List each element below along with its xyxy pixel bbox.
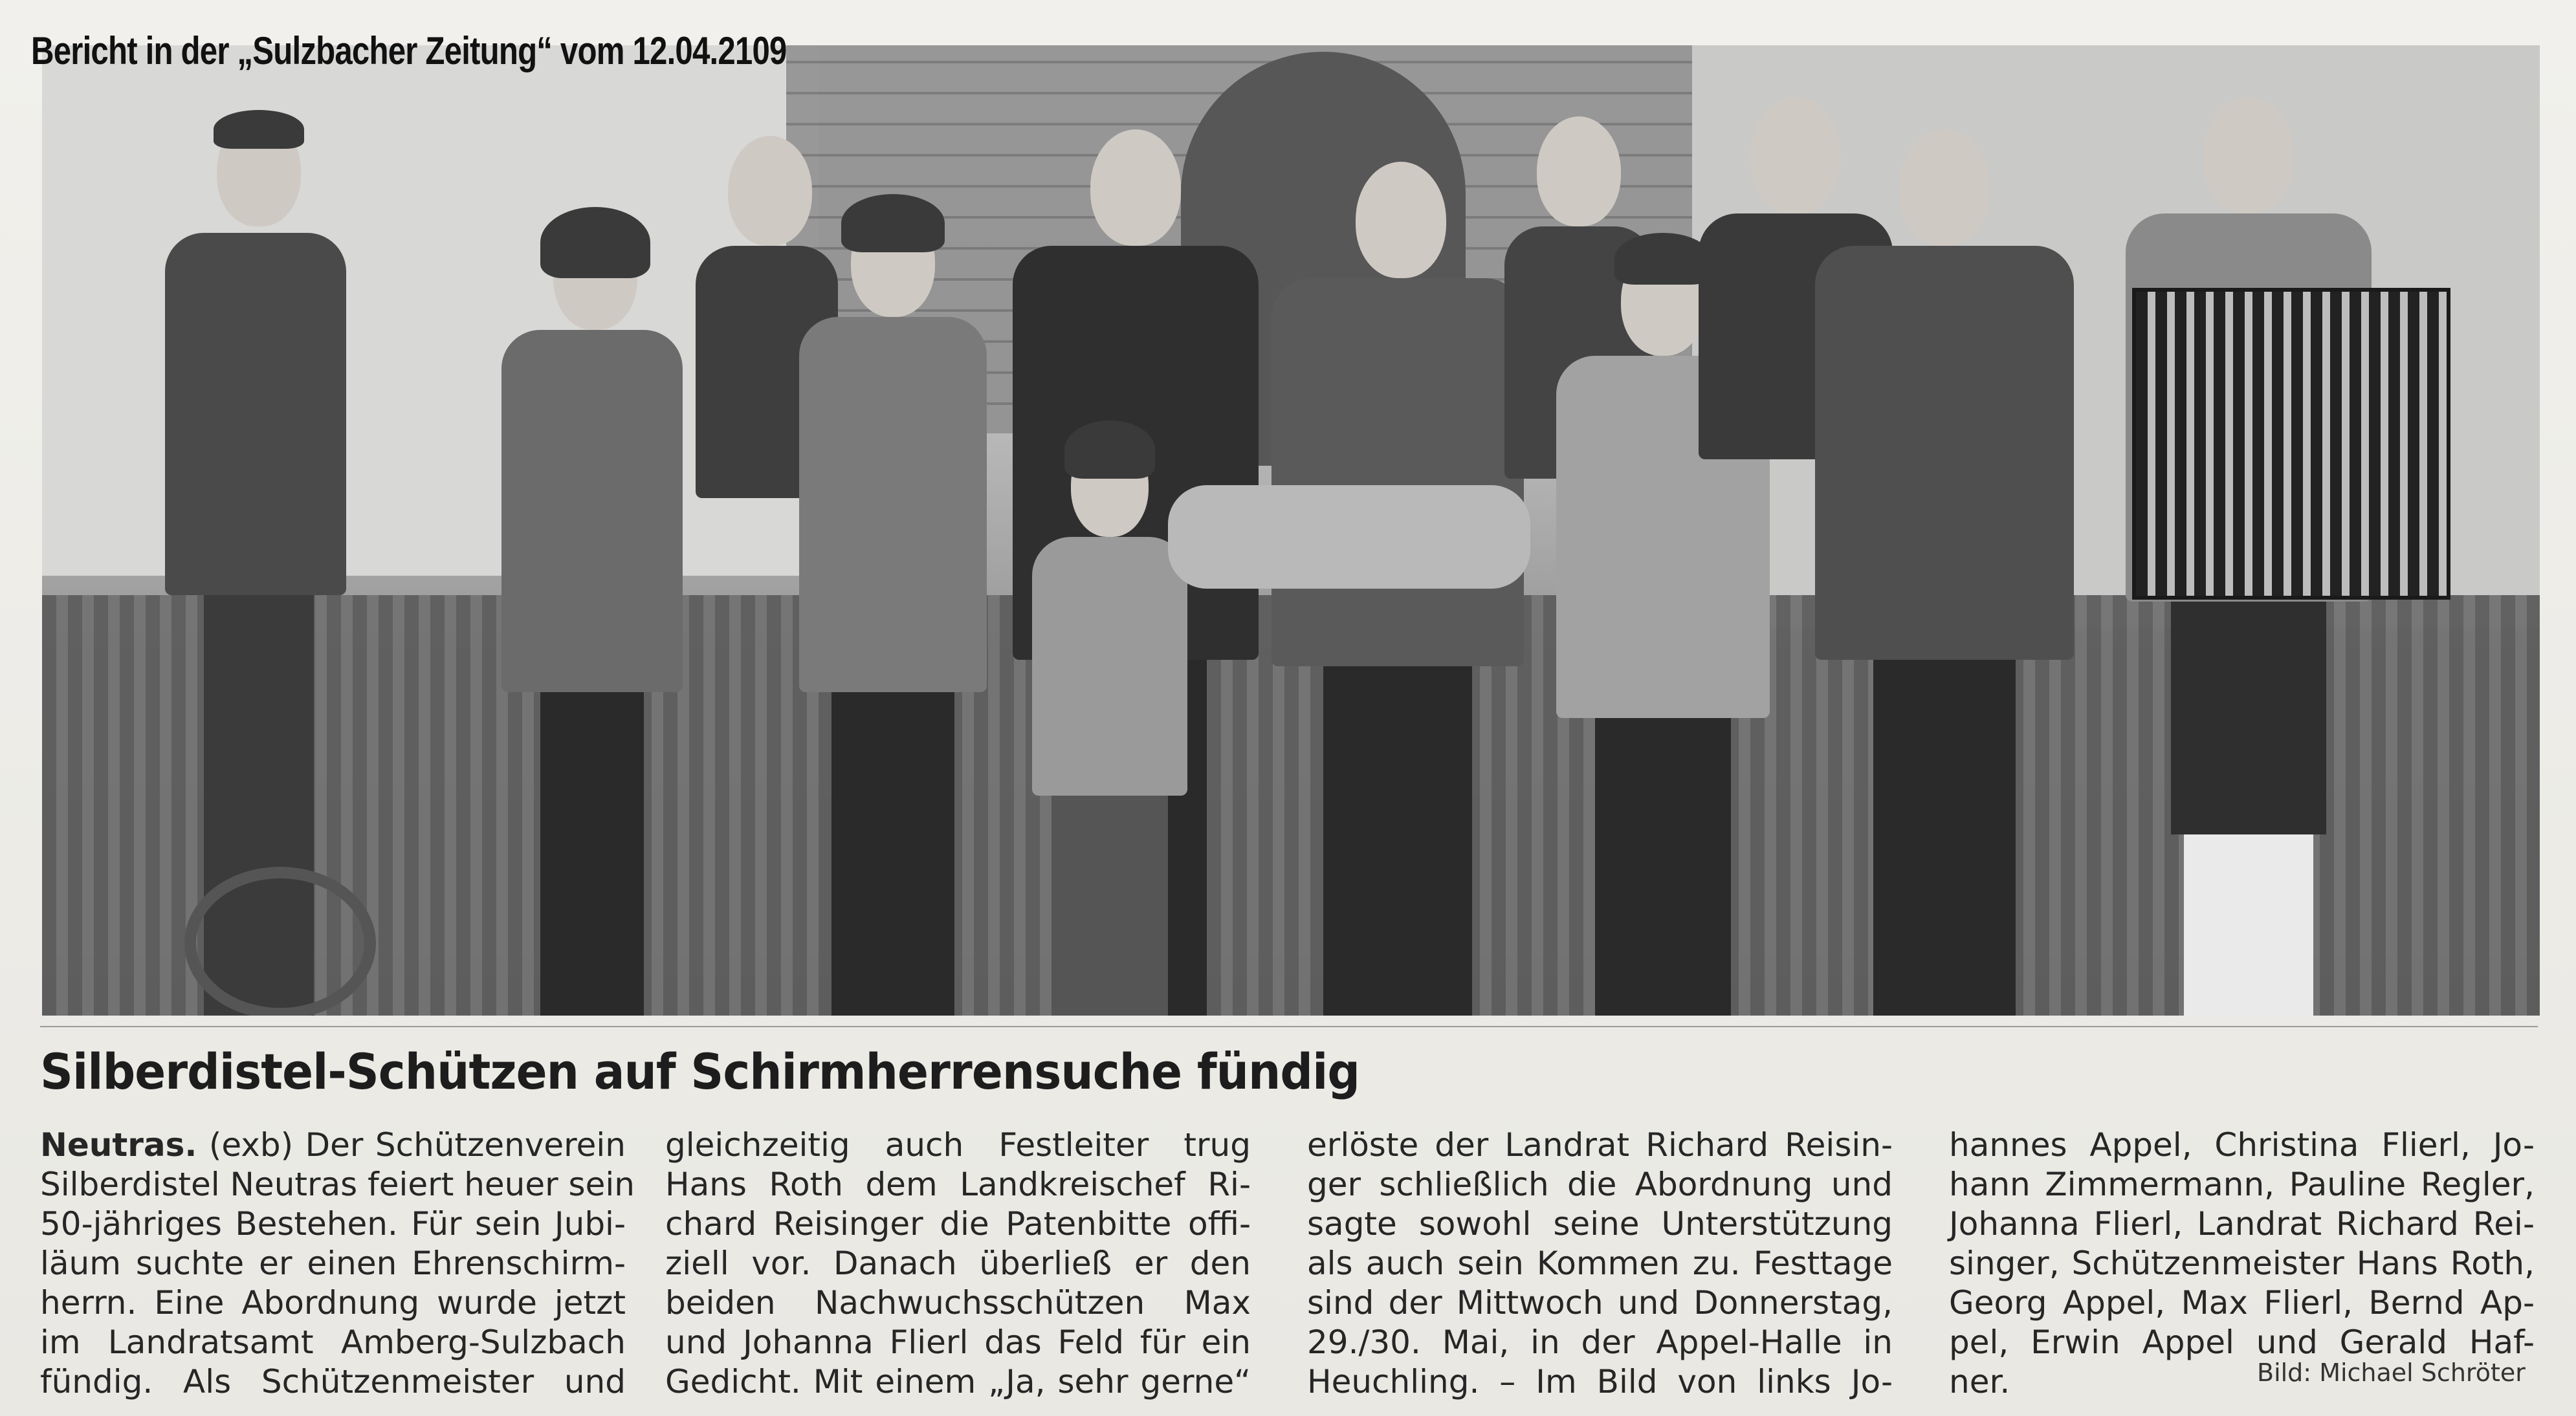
text-line: singer, Schützenmeister Hans Roth, [1949, 1245, 2535, 1282]
text-line: läum suchte er einen Ehrenschirm- [40, 1245, 626, 1282]
text-line: herrn. Eine Abordnung wurde jetzt [40, 1284, 626, 1322]
text-line: Hans Roth dem Landkreischef Ri- [665, 1166, 1251, 1203]
photo-credit: Bild: Michael Schröter [2257, 1358, 2526, 1387]
text-line: 50-jähriges Bestehen. Für sein Jubi- [40, 1205, 626, 1243]
article-column-3 [1307, 1126, 1893, 1402]
text-line: Johanna Flierl, Landrat Richard Rei- [1949, 1205, 2535, 1243]
dateline: Neutras. [40, 1126, 197, 1164]
text-line: chard Reisinger die Patenbitte offi- [665, 1205, 1251, 1243]
text-line: Silberdistel Neutras feiert heuer sein [40, 1166, 635, 1203]
accordion-icon [2132, 288, 2450, 600]
text-line: und Johanna Flierl das Feld für ein [665, 1323, 1251, 1361]
text-line: hannes Appel, Christina Flierl, Jo- [1949, 1126, 2535, 1164]
text-line: ger schließlich die Abordnung und [1307, 1166, 1893, 1203]
group-photo [42, 45, 2540, 1016]
text-line: Heuchling. – Im Bild von links Jo- [1307, 1363, 1893, 1400]
photo-person [793, 207, 993, 1016]
text-line: gleichzeitig auch Festleiter trug [665, 1126, 1251, 1164]
divider [40, 1026, 2538, 1027]
text-line: sagte sowohl seine Unterstützung [1307, 1205, 1893, 1243]
text-line: hann Zimmermann, Pauline Regler, [1949, 1166, 2535, 1203]
text-line: pel, Erwin Appel und Gerald Haf- [1949, 1323, 2535, 1361]
text-line: sind der Mittwoch und Donnerstag, [1307, 1284, 1893, 1322]
text-line: Neutras. (exb) Der Schützenverein [40, 1126, 626, 1164]
honey-tray [1168, 485, 1530, 589]
text-line: fündig. Als Schützenmeister und [40, 1363, 626, 1400]
text-line: ner. [1949, 1363, 2010, 1400]
text-line: als auch sein Kommen zu. Festtage [1307, 1245, 1893, 1282]
article-column-1 [40, 1126, 635, 1402]
text-line: Gedicht. Mit einem „Ja, sehr gerne“ [665, 1363, 1251, 1400]
text-line: beiden Nachwuchsschützen Max [665, 1284, 1251, 1322]
text-line: 29./30. Mai, in der Appel-Halle in [1307, 1323, 1893, 1361]
article-column-2 [665, 1126, 1251, 1402]
photo-person [1271, 162, 1524, 1016]
text-line: Georg Appel, Max Flierl, Bernd Ap- [1949, 1284, 2535, 1322]
photo-person [495, 220, 689, 1016]
tuba-icon [184, 867, 376, 1016]
text-line: im Landratsamt Amberg-Sulzbach [40, 1323, 626, 1361]
clipping-caption: Bericht in der „Sulzbacher Zeitung“ vom 12.04.2109 [31, 29, 787, 72]
text-line: ziell vor. Danach überließ er den [665, 1245, 1251, 1282]
text-line: erlöste der Landrat Richard Reisin- [1307, 1126, 1893, 1164]
article-headline: Silberdistel-Schützen auf Schirmherrensuche fündig [40, 1043, 1360, 1100]
photo-person [1815, 129, 2074, 1016]
